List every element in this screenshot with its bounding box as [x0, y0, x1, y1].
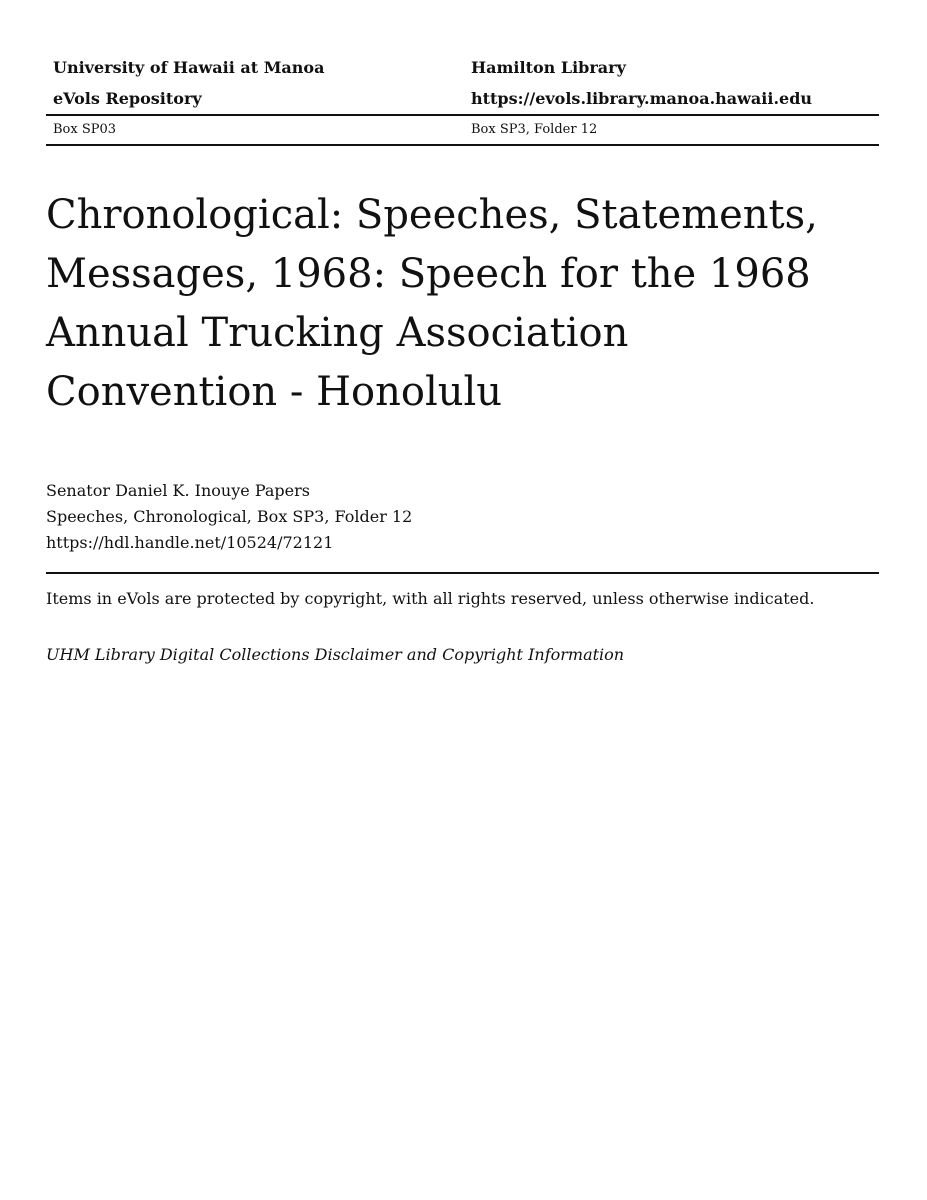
repository-url: https://evols.library.manoa.hawaii.edu [471, 89, 813, 108]
header-row-repository [46, 83, 879, 114]
collection-info [46, 478, 412, 556]
collection-name: Senator Daniel K. Inouye Papers [46, 481, 310, 500]
box-folder-id: Box SP3, Folder 12 [471, 122, 598, 137]
header-row-box [46, 114, 879, 146]
disclaimer-link[interactable]: UHM Library Digital Collections Disclaimer and Copyright Information [46, 645, 625, 664]
repository-name: eVols Repository [53, 89, 202, 108]
handle-link[interactable]: https://hdl.handle.net/10524/72121 [46, 533, 334, 552]
divider [46, 572, 879, 574]
institution-name: University of Hawaii at Manoa [53, 58, 325, 77]
library-name: Hamilton Library [471, 58, 626, 77]
document-title: Chronological: Speeches, Statements, Messages, 1968: Speech for the 1968 Annual Trucking Association Convention - Honolulu [46, 192, 818, 415]
box-id: Box SP03 [53, 122, 117, 137]
header-row-institution [46, 52, 879, 83]
document-header [46, 52, 879, 146]
collection-location: Speeches, Chronological, Box SP3, Folder 12 [46, 507, 413, 526]
rights-statement: Items in eVols are protected by copyright, with all rights reserved, unless otherwise indicated. [46, 589, 815, 608]
